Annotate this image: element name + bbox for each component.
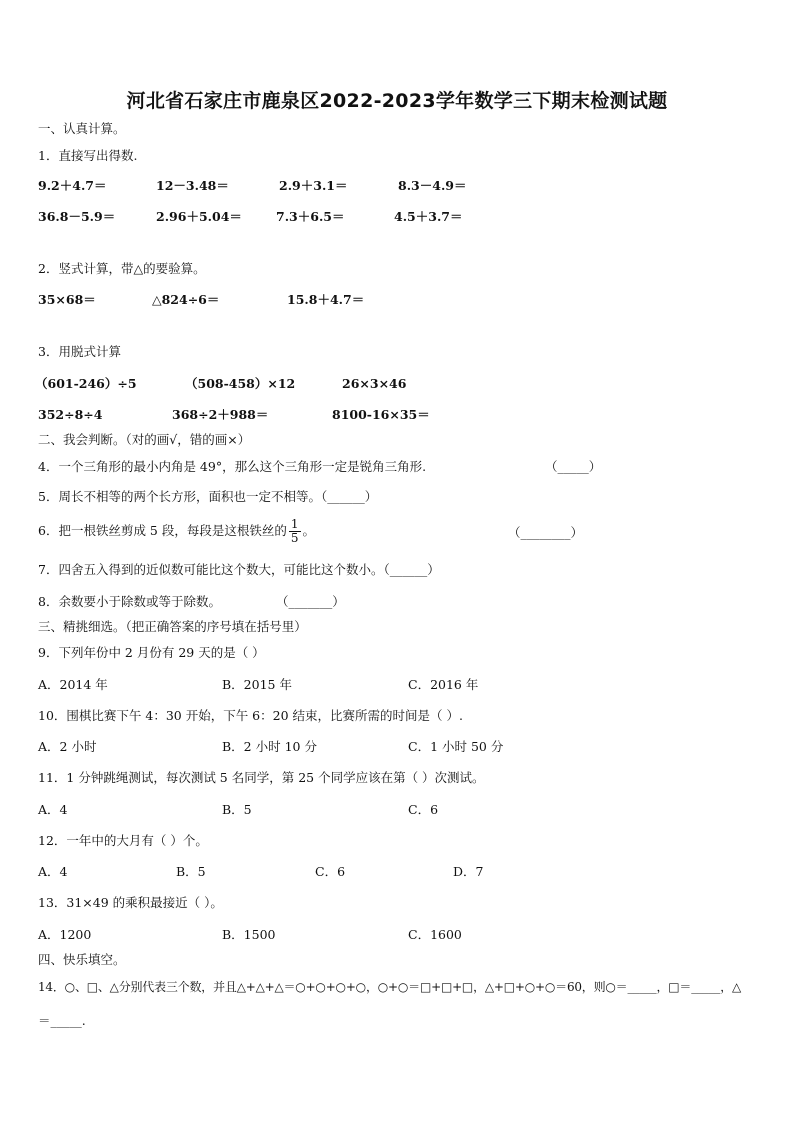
question-8-blank: （_______）	[276, 594, 345, 609]
page-title: 河北省石家庄市鹿泉区2022-2023学年数学三下期末检测试题	[126, 90, 668, 112]
question-4-text: 4．一个三角形的最小内角是 49°，那么这个三角形一定是锐角三角形.	[38, 459, 427, 474]
q3-item-4: 352÷8÷4	[38, 407, 103, 422]
q12-option-c: C．6	[315, 864, 346, 879]
fraction-one-fifth	[289, 518, 301, 545]
question-3-label: 3．用脱式计算	[38, 344, 121, 359]
q3-item-5: 368÷2＋988＝	[172, 407, 269, 422]
question-14-line-1: 14．○、□、△分别代表三个数，并且△+△+△＝○+○+○+○，○+○＝□+□+□，△+□+○+○＝60，则○＝_____，□＝_____，△	[38, 980, 742, 994]
q1-item-3: 2.9＋3.1＝	[279, 178, 348, 193]
q9-option-c: C．2016 年	[408, 677, 479, 692]
question-8-text: 8．余数要小于除数或等于除数。	[38, 594, 221, 609]
section-heading-4: 四、快乐填空。	[38, 952, 126, 967]
q9-option-b: B．2015 年	[222, 677, 292, 692]
q11-option-c: C．6	[408, 802, 439, 817]
question-14-line-2: ＝_____.	[38, 1013, 86, 1028]
q11-option-b: B．5	[222, 802, 252, 817]
question-10-text: 10．围棋比赛下午 4：30 开始，下午 6：20 结束，比赛所需的时间是（ ）.	[38, 708, 463, 723]
q1-item-4: 8.3－4.9＝	[398, 178, 467, 193]
q1-item-1: 9.2＋4.7＝	[38, 178, 107, 193]
question-5-text: 5．周长不相等的两个长方形，面积也一定不相等。（______）	[38, 489, 378, 504]
q13-option-c: C．1600	[408, 927, 462, 942]
q1-item-8: 4.5＋3.7＝	[394, 209, 463, 224]
question-13-text: 13．31×49 的乘积最接近（ ）。	[38, 895, 223, 910]
question-6-text-before: 6．把一根铁丝剪成 5 段，每段是这根铁丝的	[38, 523, 287, 538]
question-1-label: 1．直接写出得数.	[38, 148, 138, 163]
q9-option-a: A．2014 年	[38, 677, 108, 692]
q11-option-a: A．4	[38, 802, 68, 817]
q3-item-3: 26×3×46	[342, 376, 407, 391]
q1-item-5: 36.8－5.9＝	[38, 209, 116, 224]
q10-option-b: B．2 小时 10 分	[222, 739, 317, 754]
question-6-text	[38, 516, 315, 546]
q12-option-d: D．7	[453, 864, 484, 879]
section-heading-2: 二、我会判断。（对的画√，错的画×）	[38, 432, 251, 447]
q1-item-7: 7.3＋6.5＝	[276, 209, 345, 224]
q2-item-1: 35×68＝	[38, 292, 96, 307]
q13-option-b: B．1500	[222, 927, 276, 942]
question-4-blank: （_____）	[545, 459, 602, 474]
fraction-denominator: 5	[290, 531, 299, 545]
q10-option-c: C．1 小时 50 分	[408, 739, 504, 754]
question-12-text: 12．一年中的大月有（ ）个。	[38, 833, 208, 848]
question-11-text: 11．1 分钟跳绳测试，每次测试 5 名同学，第 25 个同学应该在第（ ）次测试。	[38, 770, 485, 785]
q13-option-a: A．1200	[38, 927, 92, 942]
q12-option-a: A．4	[38, 864, 68, 879]
q1-item-6: 2.96＋5.04＝	[156, 209, 242, 224]
question-7-text: 7．四舍五入得到的近似数可能比这个数大，可能比这个数小。（______）	[38, 562, 440, 577]
question-6-blank: （________）	[508, 525, 584, 540]
q3-item-6: 8100-16×35＝	[332, 407, 430, 422]
q2-item-3: 15.8＋4.7＝	[287, 292, 365, 307]
q2-item-2: △824÷6＝	[152, 292, 220, 307]
fraction-numerator: 1	[290, 517, 299, 531]
q3-item-2: （508-458）×12	[185, 376, 296, 391]
section-heading-3: 三、精挑细选。（把正确答案的序号填在括号里）	[38, 619, 307, 634]
q10-option-a: A．2 小时	[38, 739, 97, 754]
section-heading-1: 一、认真计算。	[38, 121, 126, 136]
q12-option-b: B．5	[176, 864, 206, 879]
question-9-text: 9．下列年份中 2 月份有 29 天的是（ ）	[38, 645, 265, 660]
q1-item-2: 12－3.48＝	[156, 178, 229, 193]
question-6-text-after: 。	[302, 523, 316, 538]
q3-item-1: （601-246）÷5	[35, 376, 137, 391]
question-2-label: 2．竖式计算，带△的要验算。	[38, 261, 206, 276]
